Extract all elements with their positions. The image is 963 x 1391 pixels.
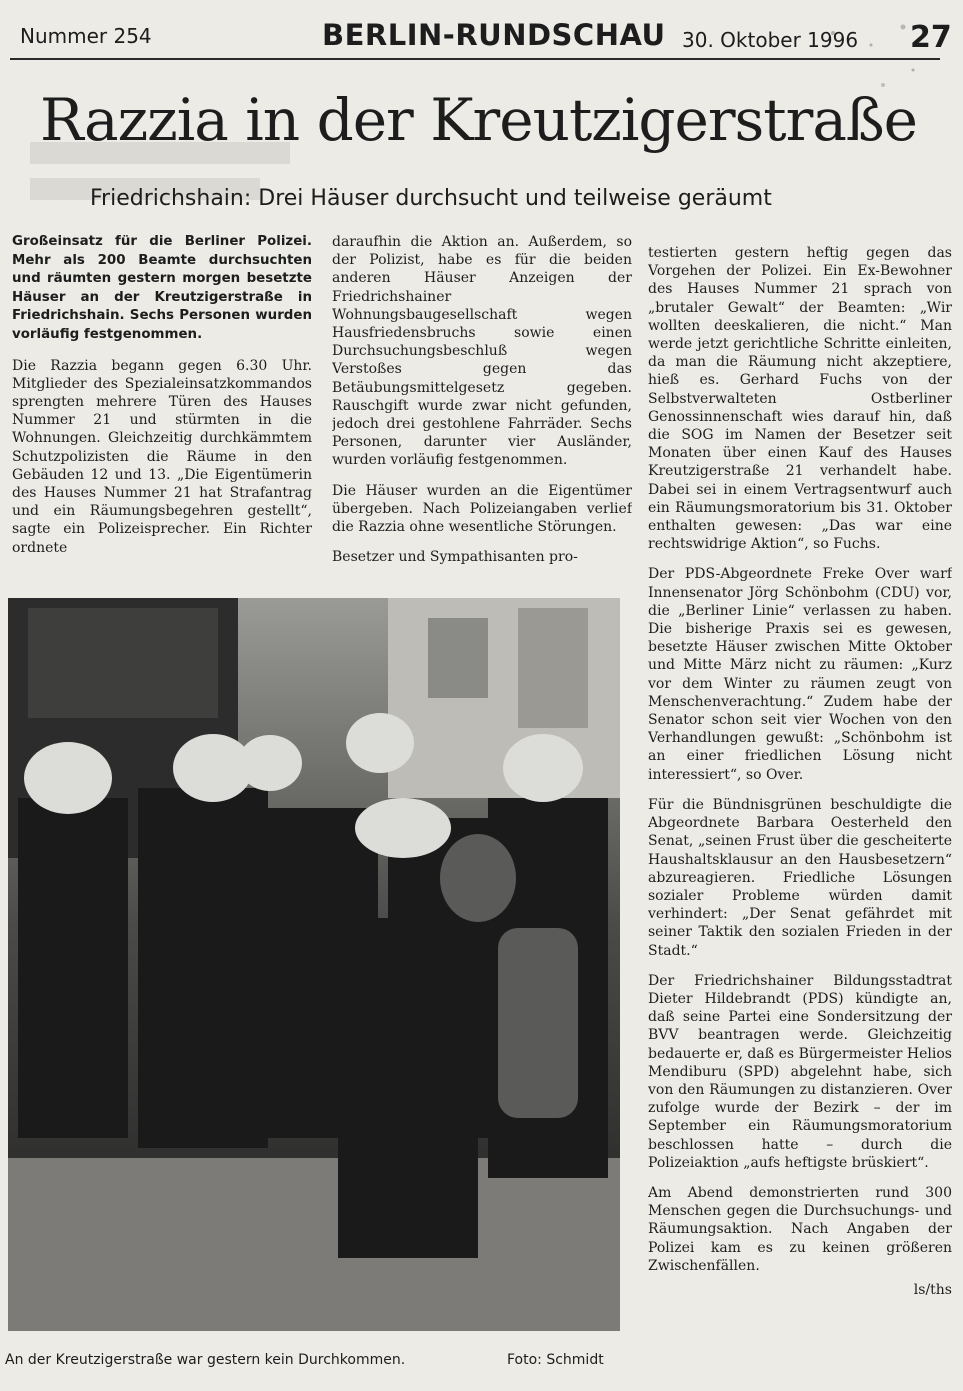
body-paragraph: Die Häuser wurden an die Eigentümer übergeben. Nach Polizeiangaben verlief die Razzia ohne wesentliche Störungen. [332, 482, 632, 536]
body-paragraph: testierten gestern heftig gegen das Vorgehen der Polizei. Ein Ex-Bewohner des Hauses Nummer 21 sprach von „brutaler Gewalt“ der Beamten: „Wir wollten deeskalieren, die nicht.“ Man werde jetzt gerichtliche Schritte einleiten, da man die Räumung nicht akzeptiere, hieß es. Gerhard Fuchs von der Selbstverwalteten Ostberliner Genossinnenschaft wies darauf hin, daß die SOG im Namen der Besetzer seit Monaten über einen Kauf des Hauses Kreutzigerstraße 21 verhandelt habe. Dabei sei in einem Vertragsentwurf auch ein Räumungsmoratorium bis 31. Oktober enthalten gewesen: „Das war eine rechtswidrige Aktion“, so Fuchs. [648, 245, 952, 553]
body-paragraph: Die Razzia begann gegen 6.30 Uhr. Mitglieder des Spezialeinsatzkommandos sprengten mehrere Türen des Hauses Nummer 21 und stürmten in die Wohnungen. Gleichzeitig durchkämmtem Schutzpolizisten die Räume in den Gebäuden 12 und 13. „Die Eigentümerin des Hauses Nummer 21 hat Strafantrag und ein Räumungsbegehren gestellt“, sagte ein Polizeisprecher. Ein Richter ordnete [12, 357, 312, 556]
body-paragraph: Am Abend demonstrierten rund 300 Menschen gegen die Durchsuchungs- und Räumungsaktion. Nach Angaben der Polizei kam es zu keinen größeren Zwischenfällen. [648, 1184, 952, 1274]
byline: ls/ths [913, 1281, 952, 1298]
article-column-3 [648, 244, 952, 1362]
headline: Razzia in der Kreutzigerstraße [40, 86, 917, 154]
issue-number: Nummer 254 [20, 24, 152, 48]
page-number: 27 [910, 20, 952, 55]
masthead [12, 18, 952, 58]
body-paragraph: daraufhin die Aktion an. Außerdem, so der Polizist, habe es für die beiden anderen Häuser Anzeigen der Friedrichshainer Wohnungsbaugesellschaft wegen Hausfriedensbruchs sowie einen Durchsuchungsbeschluß wegen Verstoßes gegen das Betäubungsmittelgesetz gegeben. Rauschgift wurde zwar nicht gefunden, jedoch drei gestohlene Fahrräder. Sechs Personen, darunter vier Ausländer, wurden vorläufig festgenommen. [332, 234, 632, 469]
photo-credit: Foto: Schmidt [507, 1352, 604, 1368]
body-paragraph: Besetzer und Sympathisanten pro- [332, 549, 578, 566]
photo-caption: An der Kreutzigerstraße war gestern kein Durchkommen. [5, 1352, 406, 1368]
body-paragraph: Für die Bündnisgrünen beschuldigte die Abgeordnete Barbara Oesterheld den Senat, „seinen Frust über die gescheiterte Haushaltsklausur an den Hausbesetzern“ abzureagieren. Friedliche Lösungen sozialer Probleme würden damit verhindert: „Der Senat gefährdet mit seiner Taktik den sozialen Frieden in der Stadt.“ [648, 796, 952, 959]
police-crowd-photo [8, 598, 620, 1331]
news-photo [8, 598, 620, 1331]
issue-date: 30. Oktober 1996 [682, 28, 859, 52]
masthead-rule [10, 58, 940, 60]
lead-paragraph: Großeinsatz für die Berliner Polizei. Mehr als 200 Beamte durchsuchten und räumten gestern morgen besetzte Häuser an der Kreutzigerstraße in Friedrichshain. Sechs Personen wurden vorläufig festgenommen. [12, 234, 312, 342]
subheadline: Friedrichshain: Drei Häuser durchsucht und teilweise geräumt [90, 186, 772, 211]
article-column-1 [12, 233, 312, 589]
body-paragraph: Der PDS-Abgeordnete Freke Over warf Innensenator Jörg Schönbohm (CDU) vor, die „Berliner Linie“ verlassen zu haben. Die bisherige Praxis sei es gewesen, besetzte Häuser zwischen Mitte Oktober und Mitte März nicht zu räumen: „Kurz vor dem Winter zu räumen zeugt von Menschenverachtung.“ Zudem habe der Senator schon seit vier Wochen von den Verhandlungen gewußt: „Schönbohm ist an einer friedlichen Lösung nicht interessiert“, so Over. [648, 566, 952, 783]
article-column-2 [332, 233, 632, 595]
body-paragraph: Der Friedrichshainer Bildungsstadtrat Dieter Hildebrandt (PDS) kündigte an, daß seine Partei eine Sondersitzung der BVV beantragen werde. Gleichzeitig bedauerte er, daß es Bürgermeister Helios Mendiburu (SPD) abgelehnt habe, sich von den Räumungen zu distanzieren. Over zufolge wurde der Bezirk – der im September ein Räumungsmoratorium beschlossen hatte – durch die Polizeiaktion „aufs heftigste brüskiert“. [648, 972, 952, 1171]
section-title: BERLIN-RUNDSCHAU [322, 18, 666, 52]
